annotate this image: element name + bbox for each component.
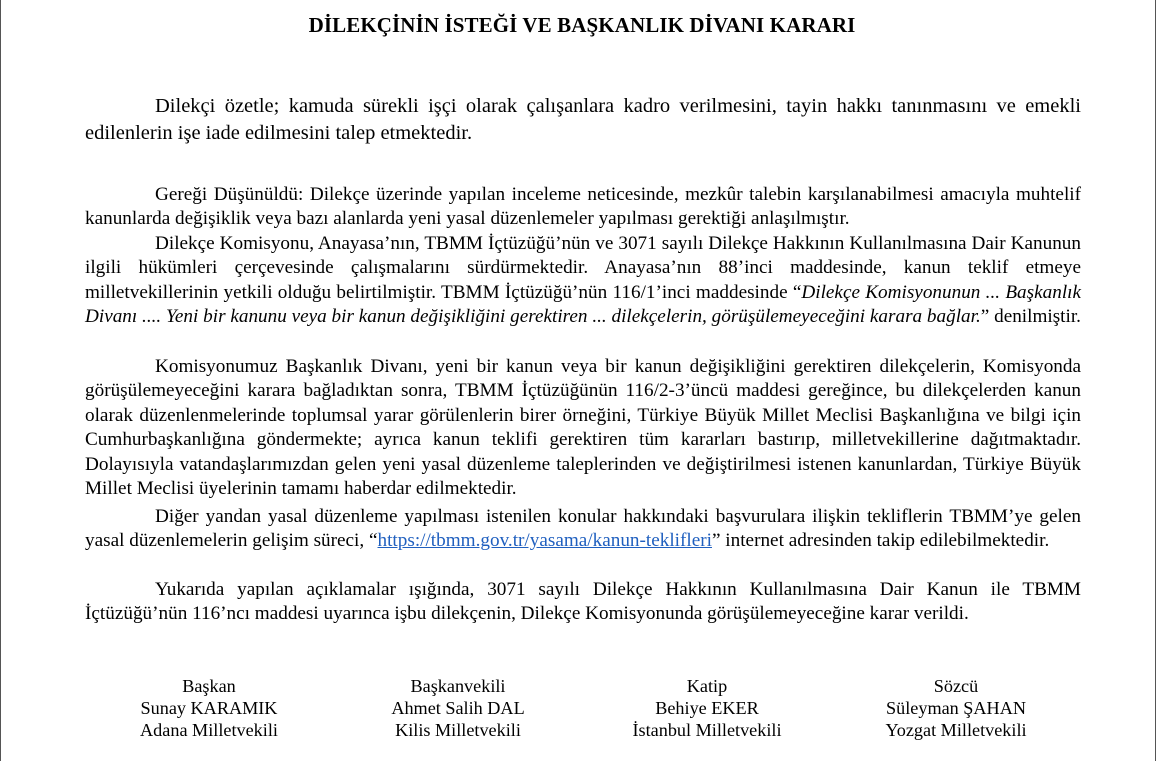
signature-role: Katip (686, 676, 728, 696)
paragraph-proposal-tracking (85, 505, 1081, 554)
signature-name: Behiye EKER (655, 698, 759, 719)
signature-name: Sunay KARAMIK (140, 698, 278, 719)
signature-name: Ahmet Salih DAL (391, 698, 525, 719)
paragraph-presidency-procedure: Komisyonumuz Başkanlık Divanı, yeni bir kanun veya bir kanun değişikliğini gerektiren dilekçelerin, Komisyonda görüşülemeyeceğini karara bağladıktan sonra, TBMM İçtüzüğünün 116/2-3’üncü maddesi gereğince, bu dilekçelerden kanun olarak düzenlenmelerinde toplumsal yarar görülenlerin birer örneğini, Türkiye Büyük Millet Meclisi Başkanlığına ve bilgi için Cumhurbaşkanlığına göndermekte; ayrıca kanun teklifi gerektiren tüm kararları bastırıp, milletvekillerine dağıtmaktadır. Dolayısıyla vatandaşlarımızdan gelen yeni yasal düzenleme taleplerinden ve değiştirilmesi istenen kanunlardan, Türkiye Büyük Millet Meclisi üyelerinin tamamı haberdar edilmektedir. (85, 356, 1081, 500)
signature-deputy-chair (338, 675, 578, 742)
bylaw-quote: Dilekçe Komisyonunun ... Başkanlık Divanı .... Yeni bir kanunu veya bir kanun değişikliğini gerektiren ... dilekçelerin, görüşülemeyeceğini karara bağlar. (85, 281, 1082, 328)
paragraph-proposal-tracking-end: ” internet adresinden takip edilebilmektedir. (711, 530, 1050, 552)
paragraph-commission-rules-end: ” denilmiştir. (980, 306, 1081, 328)
signature-constituency: Yozgat Milletvekili (885, 720, 1027, 741)
signature-constituency: İstanbul Milletvekili (632, 720, 782, 741)
signature-block (1, 675, 1156, 755)
paragraph-proposal-tracking-text: Diğer yandan yasal düzenleme yapılması istenilen konular hakkındaki başvurulara ilişkin tekliflerin TBMM’ye gelen yasal düzenlemelerin gelişim süreci, “ (85, 506, 1081, 552)
paragraph-commission-rules (85, 232, 1081, 330)
signature-secretary (587, 675, 827, 742)
signature-spokesperson (836, 675, 1076, 742)
signature-role: Sözcü (933, 676, 979, 696)
paragraph-decision: Yukarıda yapılan açıklamalar ışığında, 3071 sayılı Dilekçe Hakkının Kullanılmasına Dair Kanun ile TBMM İçtüzüğü’nün 116’ncı maddesi uyarınca işbu dilekçenin, Dilekçe Komisyonunda görüşülemeyeceğine karar verildi. (85, 579, 1081, 625)
paragraph-consideration: Gereği Düşünüldü: Dilekçe üzerinde yapılan inceleme neticesinde, mezkûr talebin karşılanabilmesi amacıyla muhtelif kanunlarda değişiklik veya bazı alanlarda yeni yasal düzenlemeler yapılması gerektiği anlaşılmıştır. (85, 184, 1081, 230)
signature-constituency: Adana Milletvekili (140, 720, 278, 741)
signature-constituency: Kilis Milletvekili (395, 720, 521, 741)
signature-name: Süleyman ŞAHAN (886, 698, 1026, 719)
kanun-teklifleri-link[interactable]: https://tbmm.gov.tr/yasama/kanun-teklifleri (377, 530, 712, 552)
signature-chair (89, 675, 329, 742)
paragraph-commission-rules-text: Dilekçe Komisyonu, Anayasa’nın, TBMM İçtüzüğü’nün ve 3071 sayılı Dilekçe Hakkının Kullanılmasına Dair Kanunun ilgili hükümleri çerçevesinde çalışmalarını sürdürmektedir. Anayasa’nın 88’inci maddesinde, kanun teklif etmeye milletvekillerinin yetkili olduğu belirtilmiştir. TBMM İçtüzüğü’nün 116/1’inci maddesinde “ (85, 233, 1081, 303)
petition-summary: Dilekçi özetle; kamuda sürekli işçi olarak çalışanlara kadro verilmesini, tayin hakkı tanınmasını ve emekli edilenlerin işe iade edilmesini talep etmektedir. (85, 95, 1081, 144)
signature-role: Başkan (182, 676, 236, 696)
signature-role: Başkanvekili (410, 676, 506, 696)
document-title: DİLEKÇİNİN İSTEĞİ VE BAŞKANLIK DİVANI KARARI (308, 13, 856, 37)
